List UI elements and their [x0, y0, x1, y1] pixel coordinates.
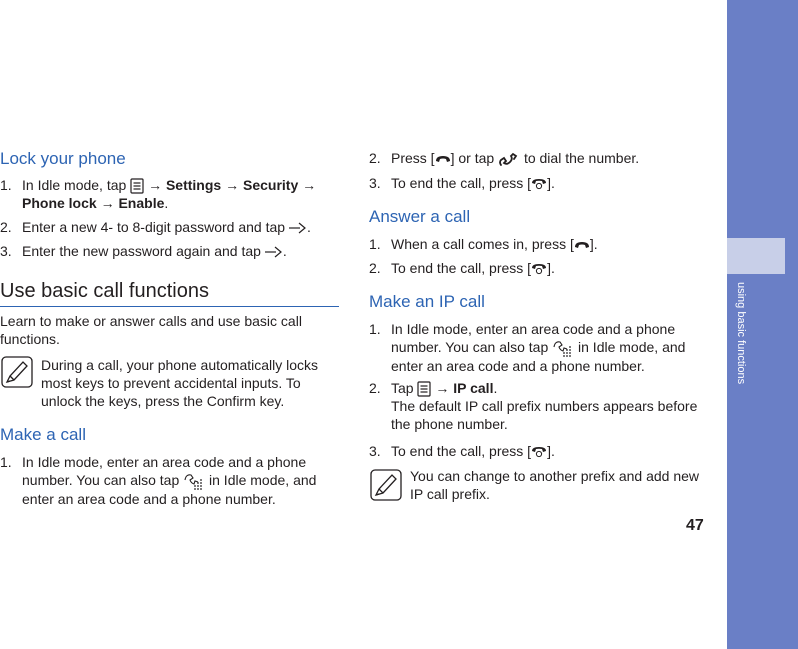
- end-key-icon: [531, 446, 547, 458]
- forward-arrow-icon: [265, 246, 283, 258]
- menu-list-icon: [417, 381, 431, 397]
- make-call-heading: Make a call: [0, 425, 86, 444]
- end-key-icon: [531, 178, 547, 190]
- side-tab-marker: [727, 238, 785, 274]
- menu-list-icon: [130, 178, 144, 194]
- intro-text: Learn to make or answer calls and use basic call functions.: [0, 313, 302, 347]
- ip-call-heading: Make an IP call: [369, 292, 485, 311]
- keypad-icon: [552, 339, 574, 357]
- note-pencil-icon: [370, 469, 402, 501]
- section-label: using basic functions: [735, 282, 747, 385]
- heading-rule: [0, 306, 339, 307]
- lock-note-text: During a call, your phone automatically locks most keys to prevent accidental inputs. To unlock the keys, press the Confirm key.: [41, 357, 319, 409]
- lock-phone-heading: Lock your phone: [0, 149, 126, 168]
- answer-call-heading: Answer a call: [369, 207, 471, 226]
- end-key-icon: [531, 263, 547, 275]
- call-key-icon: [574, 240, 590, 250]
- handset-icon: [498, 150, 520, 168]
- forward-arrow-icon: [289, 222, 307, 234]
- basic-call-heading: Use basic call functions: [0, 280, 209, 302]
- page-number: 47: [686, 517, 704, 534]
- call-key-icon: [435, 154, 451, 164]
- note-pencil-icon: [1, 356, 33, 388]
- keypad-icon: [183, 472, 205, 490]
- ip-note-text: You can change to another prefix and add new IP call prefix.: [410, 468, 700, 502]
